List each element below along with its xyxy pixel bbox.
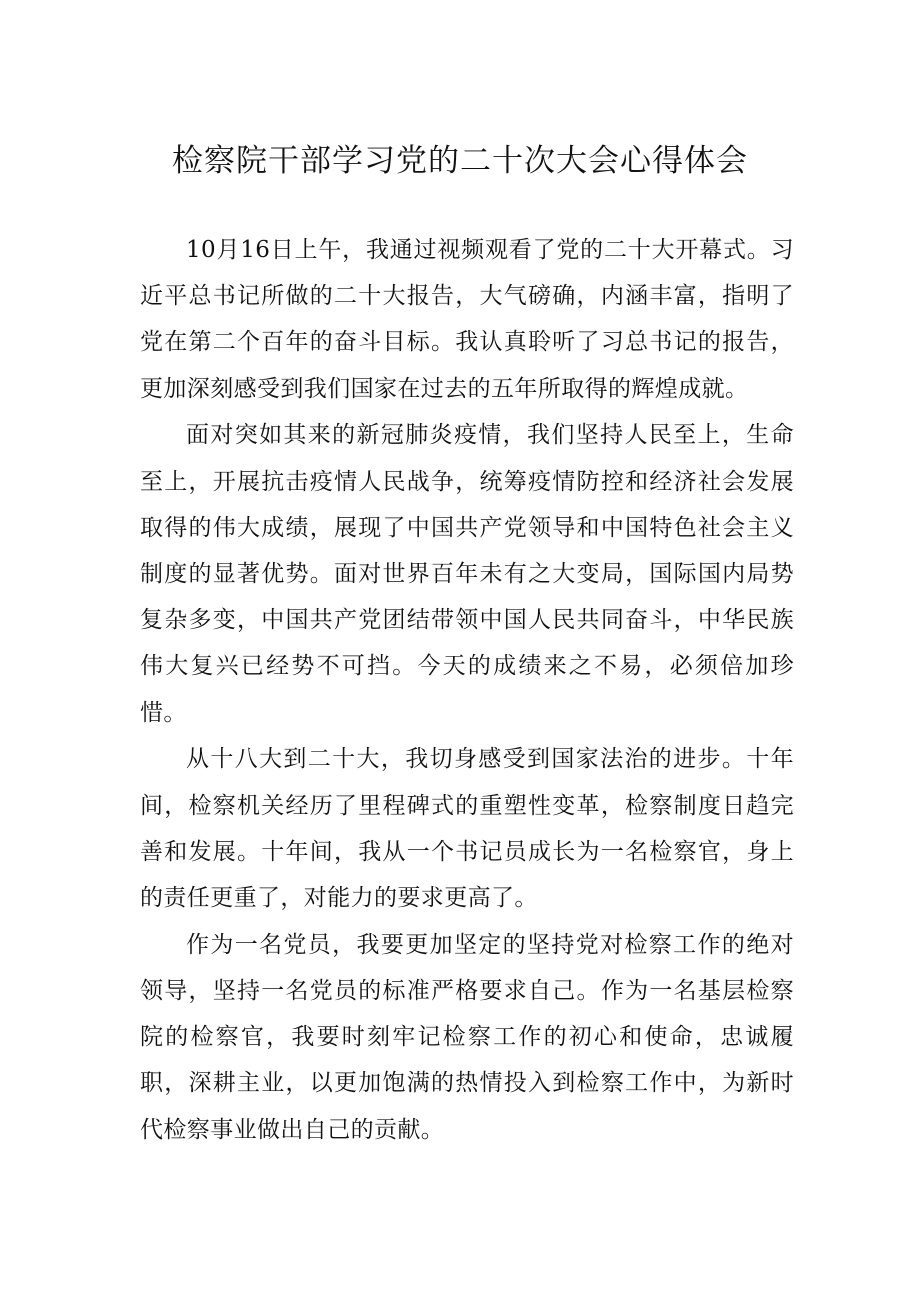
paragraph: 10月16日上午，我通过视频观看了党的二十大开幕式。习近平总书记所做的二十大报告，大气磅确，内涵丰富，指明了党在第二个百年的奋斗目标。我认真聆听了习总书记的报告，更加深刻感受到我们国家在过去的五年所取得的辉煌成就。 — [140, 237, 794, 402]
document-body — [140, 227, 794, 1153]
paragraph: 面对突如其来的新冠肺炎疫情，我们坚持人民至上，生命至上，开展抗击疫情人民战争，统筹疫情防控和经济社会发展取得的伟大成绩，展现了中国共产党领导和中国特色社会主义制度的显著优势。面对世界百年未有之大变局，国际国内局势复杂多变，中国共产党团结带领中国人民共同奋斗，中华民族伟大复兴已经势不可挡。今天的成绩来之不易，必须倍加珍惜。 — [140, 422, 794, 726]
paragraph: 作为一名党员，我要更加坚定的坚持党对检察工作的绝对领导，坚持一名党员的标准严格要求自己。作为一名基层检察院的检察官，我要时刻牢记检察工作的初心和使命，忠诚履职，深耕主业，以更加饱满的热情投入到检察工作中，为新时代检察事业做出自己的贡献。 — [140, 931, 794, 1143]
paragraph: 从十八大到二十大，我切身感受到国家法治的进步。十年间，检察机关经历了里程碑式的重塑性变革，检察制度日趋完善和发展。十年间，我从一个书记员成长为一名检察官，身上的责任更重了，对能力的要求更高了。 — [140, 746, 794, 912]
document-title: 检察院干部学习党的二十次大会心得体会 — [172, 143, 748, 179]
